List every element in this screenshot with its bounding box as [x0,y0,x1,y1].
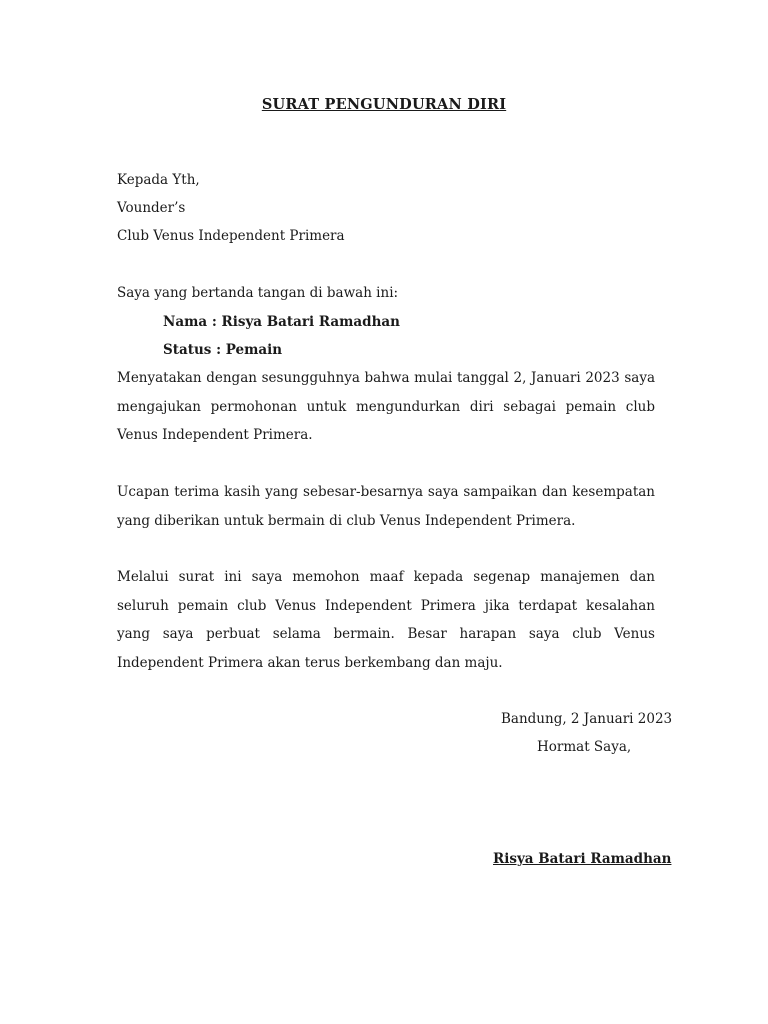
closing-salutation: Hormat Saya, [537,739,632,755]
place-date: Bandung, 2 Januari 2023 [501,711,673,727]
recipient-greeting: Kepada Yth, [117,172,200,188]
intro-text: Saya yang bertanda tangan di bawah ini: [117,285,399,301]
paragraph-thanks: Ucapan terima kasih yang sebesar-besarnya saya sampaikan dan kesempatan yang diberikan untuk bermain di club Venus Independent Primera. [117,484,655,529]
recipient-organization: Club Venus Independent Primera [117,228,345,244]
signatory-name: Risya Batari Ramadhan [493,851,672,867]
identity-name: Nama : Risya Batari Ramadhan [163,314,400,330]
identity-status: Status : Pemain [163,342,283,358]
paragraph-statement: Menyatakan dengan sesungguhnya bahwa mulai tanggal 2, Januari 2023 saya mengajukan permohonan untuk mengundurkan diri sebagai pemain club Venus Independent Primera. [117,370,655,444]
letter-title: SURAT PENGUNDURAN DIRI [261,96,507,113]
recipient-name: Vounder’s [117,200,186,216]
paragraph-apology: Melalui surat ini saya memohon maaf kepada segenap manajemen dan seluruh pemain club Venus Independent Primera jika terdapat kesalahan yang saya perbuat selama bermain. Besar harapan saya club Venus Independent Primera akan terus berkembang dan maju. [117,569,655,671]
